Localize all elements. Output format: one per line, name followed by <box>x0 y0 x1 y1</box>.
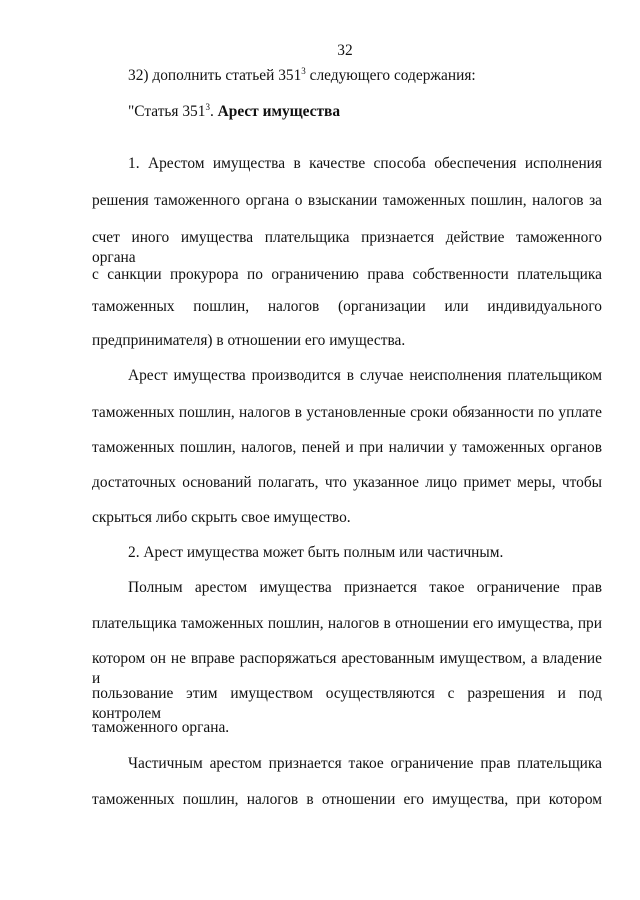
amendment-intro-suffix: следующего содержания: <box>305 67 476 84</box>
paragraph-line: решения таможенного органа о взыскании таможенных пошлин, налогов за <box>92 192 602 209</box>
paragraph-line: предпринимателя) в отношении его имущества. <box>92 332 406 349</box>
paragraph-line: таможенных пошлин, налогов в установленные сроки обязанности по уплате <box>92 404 602 421</box>
paragraph-line: Частичным арестом признается такое ограничение прав плательщика <box>128 755 602 772</box>
paragraph-line: плательщика таможенных пошлин, налогов в отношении его имущества, при <box>92 615 602 632</box>
paragraph-line: котором он не вправе распоряжаться арестованным имуществом, а владение и <box>92 650 602 687</box>
page-number: 32 <box>337 42 353 59</box>
paragraph-line: Полным арестом имущества признается такое ограничение прав <box>128 579 602 596</box>
paragraph-line: пользование этим имуществом осуществляются с разрешения и под контролем <box>92 685 602 722</box>
paragraph-line: 2. Арест имущества может быть полным или частичным. <box>128 544 504 561</box>
article-heading <box>128 102 340 122</box>
amendment-intro-text: 32) дополнить статьей 351 <box>128 67 302 84</box>
paragraph-line: достаточных оснований полагать, что указанное лицо примет меры, чтобы <box>92 474 602 491</box>
paragraph-line: таможенных пошлин, налогов, пеней и при наличии у таможенных органов <box>92 439 602 456</box>
amendment-intro <box>128 66 476 86</box>
paragraph-line: таможенных пошлин, налогов в отношении его имущества, при котором <box>92 791 602 808</box>
article-title: Арест имущества <box>217 103 341 120</box>
superscript: 3 <box>301 66 306 76</box>
article-dot: . <box>209 103 218 120</box>
paragraph-line: счет иного имущества плательщика признается действие таможенного органа <box>92 229 602 266</box>
paragraph-line: таможенных пошлин, налогов (организации или индивидуального <box>92 298 602 315</box>
superscript: 3 <box>205 102 210 112</box>
paragraph-line: с санкции прокурора по ограничению права собственности плательщика <box>92 266 602 283</box>
paragraph-line: Арест имущества производится в случае неисполнения плательщиком <box>128 367 602 384</box>
paragraph-line: таможенного органа. <box>92 719 230 736</box>
article-label: "Статья 351 <box>128 103 206 120</box>
paragraph-line: 1. Арестом имущества в качестве способа обеспечения исполнения <box>128 155 602 172</box>
paragraph-line: скрыться либо скрыть свое имущество. <box>92 509 351 526</box>
